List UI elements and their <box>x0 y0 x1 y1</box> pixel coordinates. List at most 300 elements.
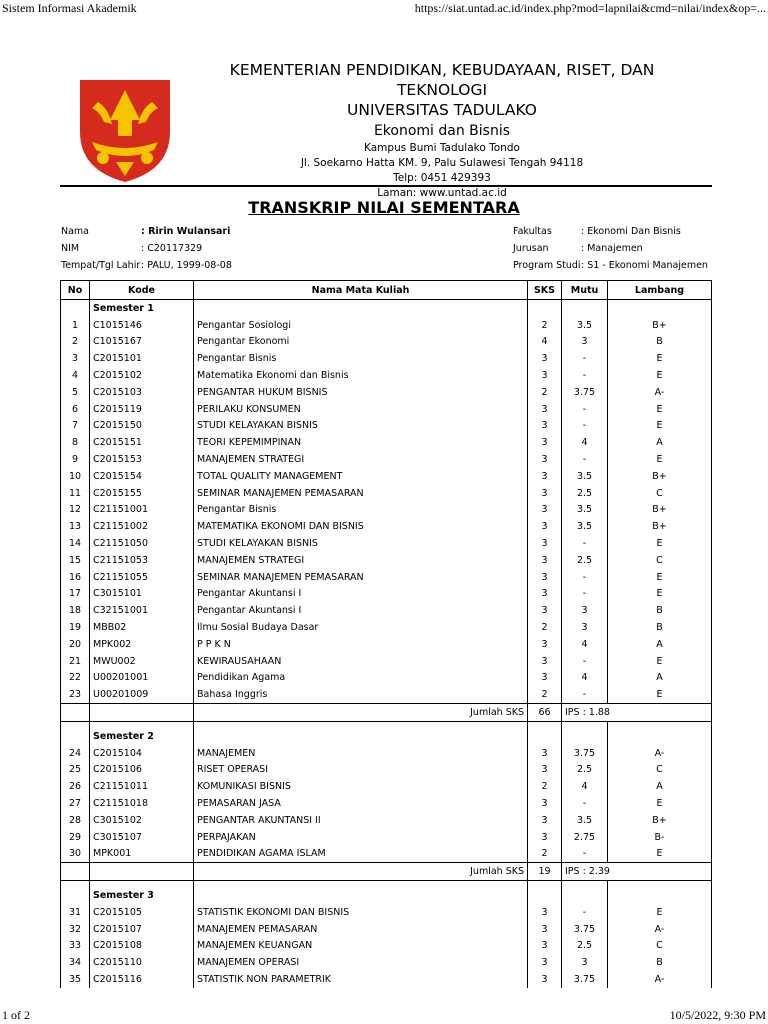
university-logo <box>70 72 180 184</box>
course-name: PENGANTAR AKUNTANSI II <box>194 812 528 829</box>
print-datetime: 10/5/2022, 9:30 PM <box>669 1008 766 1022</box>
row-no: 21 <box>61 653 90 670</box>
semester-empty <box>608 300 712 317</box>
table-row <box>61 468 712 485</box>
ministry-name: KEMENTERIAN PENDIDIKAN, KEBUDAYAAN, RISET, DAN TEKNOLOGI <box>229 61 655 99</box>
table-row <box>61 619 712 636</box>
course-code: C2015107 <box>90 921 194 938</box>
major-label: Jurusan <box>513 243 549 254</box>
course-lambang: E <box>608 418 712 435</box>
semester-ips: IPS : 2.39 <box>562 863 712 881</box>
course-mutu: - <box>562 535 608 552</box>
course-sks: 2 <box>528 778 562 795</box>
table-row <box>61 317 712 334</box>
course-name: MANAJEMEN STRATEGI <box>194 552 528 569</box>
table-row <box>61 954 712 971</box>
course-code: C2015150 <box>90 418 194 435</box>
program-label: Program Studi <box>513 260 581 271</box>
nim-label: NIM <box>61 243 80 254</box>
row-no: 31 <box>61 904 90 921</box>
course-lambang: B+ <box>608 518 712 535</box>
course-sks: 3 <box>528 502 562 519</box>
course-lambang: E <box>608 569 712 586</box>
course-name: KOMUNIKASI BISNIS <box>194 778 528 795</box>
course-sks: 3 <box>528 762 562 779</box>
course-lambang: E <box>608 586 712 603</box>
course-code: C21151011 <box>90 778 194 795</box>
total-sks: 19 <box>528 863 562 881</box>
course-mutu: - <box>562 653 608 670</box>
course-code: MWU002 <box>90 653 194 670</box>
course-name: MATEMATIKA EKONOMI DAN BISNIS <box>194 518 528 535</box>
course-sks: 3 <box>528 795 562 812</box>
course-lambang: B <box>608 954 712 971</box>
table-row <box>61 670 712 687</box>
course-sks: 2 <box>528 846 562 863</box>
course-mutu: - <box>562 418 608 435</box>
course-sks: 3 <box>528 745 562 762</box>
row-no: 16 <box>61 569 90 586</box>
course-code: C2015103 <box>90 384 194 401</box>
course-sks: 3 <box>528 485 562 502</box>
course-mutu: - <box>562 586 608 603</box>
course-name: STATISTIK NON PARAMETRIK <box>194 971 528 988</box>
course-sks: 3 <box>528 670 562 687</box>
course-mutu: - <box>562 350 608 367</box>
row-no: 32 <box>61 921 90 938</box>
total-empty <box>90 863 194 881</box>
course-mutu: - <box>562 401 608 418</box>
course-code: C3015101 <box>90 586 194 603</box>
row-no: 1 <box>61 317 90 334</box>
course-lambang: A <box>608 670 712 687</box>
course-mutu: 3.5 <box>562 518 608 535</box>
course-lambang: E <box>608 350 712 367</box>
course-mutu: - <box>562 686 608 703</box>
total-empty <box>61 704 90 722</box>
table-row <box>61 434 712 451</box>
student-nim: : C20117329 <box>141 243 203 254</box>
course-sks: 3 <box>528 451 562 468</box>
semester-no-cell <box>61 300 90 317</box>
course-code: C2015119 <box>90 401 194 418</box>
course-name: PERILAKU KONSUMEN <box>194 401 528 418</box>
course-name: Ilmu Sosial Budaya Dasar <box>194 619 528 636</box>
course-lambang: B <box>608 602 712 619</box>
table-row <box>61 846 712 863</box>
course-sks: 3 <box>528 434 562 451</box>
course-code: C2015110 <box>90 954 194 971</box>
course-lambang: A <box>608 778 712 795</box>
course-mutu: 3.5 <box>562 812 608 829</box>
course-sks: 3 <box>528 468 562 485</box>
row-no: 7 <box>61 418 90 435</box>
table-row <box>61 937 712 954</box>
course-lambang: E <box>608 401 712 418</box>
course-lambang: A- <box>608 921 712 938</box>
course-sks: 3 <box>528 418 562 435</box>
print-footer <box>0 1006 768 1024</box>
course-sks: 3 <box>528 367 562 384</box>
semester-empty <box>562 300 608 317</box>
total-label: Jumlah SKS <box>194 704 528 722</box>
course-sks: 3 <box>528 518 562 535</box>
course-lambang: E <box>608 686 712 703</box>
course-code: U00201001 <box>90 670 194 687</box>
course-mutu: - <box>562 451 608 468</box>
course-name: PEMASARAN JASA <box>194 795 528 812</box>
faculty-label: Fakultas <box>513 226 552 237</box>
row-no: 13 <box>61 518 90 535</box>
semester-empty <box>194 728 528 745</box>
table-row <box>61 485 712 502</box>
grades-table <box>60 280 712 988</box>
row-no: 24 <box>61 745 90 762</box>
row-no: 10 <box>61 468 90 485</box>
table-row <box>61 502 712 519</box>
course-code: C21151055 <box>90 569 194 586</box>
student-major: : Manajemen <box>581 243 643 254</box>
course-name: STUDI KELAYAKAN BISNIS <box>194 535 528 552</box>
course-sks: 3 <box>528 904 562 921</box>
course-sks: 3 <box>528 569 562 586</box>
course-lambang: E <box>608 367 712 384</box>
course-code: C3015107 <box>90 829 194 846</box>
course-name: TOTAL QUALITY MANAGEMENT <box>194 468 528 485</box>
course-lambang: A <box>608 636 712 653</box>
header-divider <box>60 185 712 187</box>
course-name: P P K N <box>194 636 528 653</box>
header-mutu: Mutu <box>562 281 608 300</box>
semester-label: Semester 3 <box>90 887 194 904</box>
row-no: 29 <box>61 829 90 846</box>
table-row <box>61 745 712 762</box>
header-nama: Nama Mata Kuliah <box>194 281 528 300</box>
name-label: Nama <box>61 226 90 237</box>
document-title: TRANSKRIP NILAI SEMENTARA <box>248 198 520 217</box>
course-mutu: 3.5 <box>562 317 608 334</box>
row-no: 19 <box>61 619 90 636</box>
course-sks: 2 <box>528 317 562 334</box>
table-row <box>61 653 712 670</box>
row-no: 14 <box>61 535 90 552</box>
course-mutu: - <box>562 904 608 921</box>
course-lambang: C <box>608 552 712 569</box>
course-mutu: 3.75 <box>562 745 608 762</box>
table-row <box>61 904 712 921</box>
row-no: 30 <box>61 846 90 863</box>
course-mutu: 3.5 <box>562 502 608 519</box>
print-url: https://siat.untad.ac.id/index.php?mod=lapnilai&cmd=nilai/index&op=... <box>414 1 766 15</box>
row-no: 15 <box>61 552 90 569</box>
student-info-right <box>513 223 708 274</box>
table-row <box>61 451 712 468</box>
course-mutu: 3 <box>562 602 608 619</box>
course-name: MANAJEMEN PEMASARAN <box>194 921 528 938</box>
address: Jl. Soekarno Hatta KM. 9, Palu Sulawesi Tengah 94118 <box>300 157 584 169</box>
semester-empty <box>608 887 712 904</box>
course-code: C21151002 <box>90 518 194 535</box>
course-code: C32151001 <box>90 602 194 619</box>
course-code: C2015151 <box>90 434 194 451</box>
table-row <box>61 778 712 795</box>
table-row <box>61 535 712 552</box>
course-sks: 3 <box>528 401 562 418</box>
semester-no-cell <box>61 887 90 904</box>
course-mutu: 3.75 <box>562 971 608 988</box>
course-name: Matematika Ekonomi dan Bisnis <box>194 367 528 384</box>
table-row <box>61 334 712 351</box>
course-sks: 4 <box>528 334 562 351</box>
table-row <box>61 812 712 829</box>
table-row <box>61 367 712 384</box>
course-mutu: 4 <box>562 434 608 451</box>
table-row <box>61 829 712 846</box>
row-no: 28 <box>61 812 90 829</box>
course-mutu: - <box>562 569 608 586</box>
course-name: STATISTIK EKONOMI DAN BISNIS <box>194 904 528 921</box>
table-row <box>61 518 712 535</box>
course-mutu: 3.75 <box>562 384 608 401</box>
course-sks: 3 <box>528 971 562 988</box>
course-code: C2015155 <box>90 485 194 502</box>
course-name: SEMINAR MANAJEMEN PEMASARAN <box>194 485 528 502</box>
course-mutu: - <box>562 846 608 863</box>
course-lambang: C <box>608 762 712 779</box>
course-name: Pendidikan Agama <box>194 670 528 687</box>
student-faculty: : Ekonomi Dan Bisnis <box>581 226 681 237</box>
course-code: C2015101 <box>90 350 194 367</box>
row-no: 4 <box>61 367 90 384</box>
table-row <box>61 762 712 779</box>
semester-total-row <box>61 863 712 881</box>
row-no: 5 <box>61 384 90 401</box>
course-mutu: - <box>562 795 608 812</box>
semester-row <box>61 300 712 317</box>
table-row <box>61 795 712 812</box>
course-code: C2015153 <box>90 451 194 468</box>
row-no: 20 <box>61 636 90 653</box>
semester-total-row <box>61 704 712 722</box>
course-sks: 3 <box>528 812 562 829</box>
course-code: C2015105 <box>90 904 194 921</box>
course-sks: 3 <box>528 921 562 938</box>
course-code: C21151050 <box>90 535 194 552</box>
total-empty <box>90 704 194 722</box>
student-name: : Ririn Wulansari <box>141 226 231 237</box>
university-name: UNIVERSITAS TADULAKO <box>347 101 537 119</box>
course-mutu: 2.5 <box>562 937 608 954</box>
course-mutu: 4 <box>562 670 608 687</box>
row-no: 26 <box>61 778 90 795</box>
course-name: SEMINAR MANAJEMEN PEMASARAN <box>194 569 528 586</box>
course-mutu: 3.5 <box>562 468 608 485</box>
course-code: U00201009 <box>90 686 194 703</box>
table-row <box>61 686 712 703</box>
course-name: Pengantar Ekonomi <box>194 334 528 351</box>
table-row <box>61 569 712 586</box>
course-name: MANAJEMEN KEUANGAN <box>194 937 528 954</box>
course-lambang: C <box>608 937 712 954</box>
course-code: C2015116 <box>90 971 194 988</box>
semester-empty <box>194 887 528 904</box>
course-mutu: 2.5 <box>562 762 608 779</box>
faculty-name: Ekonomi dan Bisnis <box>373 123 511 139</box>
row-no: 3 <box>61 350 90 367</box>
course-lambang: B- <box>608 829 712 846</box>
semester-empty <box>562 887 608 904</box>
table-row <box>61 401 712 418</box>
table-row <box>61 552 712 569</box>
course-lambang: B+ <box>608 502 712 519</box>
campus-name: Kampus Bumi Tadulako Tondo <box>364 142 520 154</box>
total-label: Jumlah SKS <box>194 863 528 881</box>
course-mutu: - <box>562 367 608 384</box>
course-name: PENDIDIKAN AGAMA ISLAM <box>194 846 528 863</box>
course-code: C2015104 <box>90 745 194 762</box>
table-row <box>61 636 712 653</box>
course-code: MPK001 <box>90 846 194 863</box>
course-lambang: C <box>608 485 712 502</box>
table-row <box>61 971 712 988</box>
course-name: TEORI KEPEMIMPINAN <box>194 434 528 451</box>
course-code: C21151053 <box>90 552 194 569</box>
row-no: 18 <box>61 602 90 619</box>
course-sks: 3 <box>528 937 562 954</box>
course-lambang: B <box>608 619 712 636</box>
semester-label: Semester 2 <box>90 728 194 745</box>
row-no: 17 <box>61 586 90 603</box>
course-mutu: 4 <box>562 778 608 795</box>
course-name: MANAJEMEN <box>194 745 528 762</box>
semester-empty <box>528 728 562 745</box>
semester-no-cell <box>61 728 90 745</box>
table-row <box>61 350 712 367</box>
course-sks: 2 <box>528 384 562 401</box>
student-info-left <box>61 223 232 274</box>
course-code: C2015102 <box>90 367 194 384</box>
course-code: C2015108 <box>90 937 194 954</box>
course-mutu: 3 <box>562 334 608 351</box>
table-header-row <box>61 281 712 300</box>
row-no: 35 <box>61 971 90 988</box>
course-lambang: E <box>608 846 712 863</box>
course-name: MANAJEMEN OPERASI <box>194 954 528 971</box>
course-code: C1015146 <box>90 317 194 334</box>
course-code: C3015102 <box>90 812 194 829</box>
course-mutu: 3.75 <box>562 921 608 938</box>
course-mutu: 2.5 <box>562 552 608 569</box>
row-no: 11 <box>61 485 90 502</box>
course-code: C21151018 <box>90 795 194 812</box>
row-no: 22 <box>61 670 90 687</box>
course-name: Pengantar Akuntansi I <box>194 602 528 619</box>
course-name: Pengantar Bisnis <box>194 350 528 367</box>
course-mutu: 4 <box>562 636 608 653</box>
course-lambang: E <box>608 904 712 921</box>
semester-empty <box>528 300 562 317</box>
course-mutu: 3 <box>562 954 608 971</box>
birth-label: Tempat/Tgl Lahir <box>61 260 141 271</box>
semester-row <box>61 887 712 904</box>
semester-empty <box>528 887 562 904</box>
course-lambang: A- <box>608 745 712 762</box>
table-row <box>61 384 712 401</box>
course-sks: 3 <box>528 602 562 619</box>
course-name: PERPAJAKAN <box>194 829 528 846</box>
row-no: 12 <box>61 502 90 519</box>
grades-body <box>61 300 712 988</box>
semester-empty <box>194 300 528 317</box>
course-code: MPK002 <box>90 636 194 653</box>
course-name: STUDI KELAYAKAN BISNIS <box>194 418 528 435</box>
course-lambang: B <box>608 334 712 351</box>
row-no: 23 <box>61 686 90 703</box>
row-no: 6 <box>61 401 90 418</box>
row-no: 9 <box>61 451 90 468</box>
course-sks: 3 <box>528 586 562 603</box>
course-sks: 3 <box>528 954 562 971</box>
course-sks: 3 <box>528 829 562 846</box>
course-name: Pengantar Sosiologi <box>194 317 528 334</box>
course-name: Pengantar Bisnis <box>194 502 528 519</box>
course-mutu: 2.5 <box>562 485 608 502</box>
course-lambang: E <box>608 451 712 468</box>
course-name: KEWIRAUSAHAAN <box>194 653 528 670</box>
table-row <box>61 418 712 435</box>
course-mutu: 2.75 <box>562 829 608 846</box>
header-lambang: Lambang <box>608 281 712 300</box>
course-sks: 3 <box>528 535 562 552</box>
row-no: 25 <box>61 762 90 779</box>
course-name: PENGANTAR HUKUM BISNIS <box>194 384 528 401</box>
course-code: C2015106 <box>90 762 194 779</box>
course-lambang: B+ <box>608 317 712 334</box>
row-no: 34 <box>61 954 90 971</box>
course-name: RISET OPERASI <box>194 762 528 779</box>
page-count: 1 of 2 <box>2 1008 30 1022</box>
semester-row <box>61 728 712 745</box>
print-header <box>0 0 768 16</box>
course-mutu: 3 <box>562 619 608 636</box>
course-lambang: A- <box>608 971 712 988</box>
course-code: C21151001 <box>90 502 194 519</box>
course-lambang: A <box>608 434 712 451</box>
course-name: Bahasa Inggris <box>194 686 528 703</box>
row-no: 27 <box>61 795 90 812</box>
header-no: No <box>61 281 90 300</box>
course-code: MBB02 <box>90 619 194 636</box>
total-empty <box>61 863 90 881</box>
table-row <box>61 586 712 603</box>
course-name: Pengantar Akuntansi I <box>194 586 528 603</box>
course-sks: 2 <box>528 619 562 636</box>
header-sks: SKS <box>528 281 562 300</box>
table-row <box>61 602 712 619</box>
semester-label: Semester 1 <box>90 300 194 317</box>
total-sks: 66 <box>528 704 562 722</box>
course-lambang: E <box>608 653 712 670</box>
semester-empty <box>608 728 712 745</box>
course-code: C1015167 <box>90 334 194 351</box>
website: Laman: www.untad.ac.id <box>377 187 507 199</box>
course-name: MANAJEMEN STRATEGI <box>194 451 528 468</box>
student-program: : S1 - Ekonomi Manajemen <box>581 260 708 271</box>
header-kode: Kode <box>90 281 194 300</box>
print-page-title: Sistem Informasi Akademik <box>2 1 137 15</box>
course-lambang: E <box>608 535 712 552</box>
letterhead <box>186 60 698 201</box>
